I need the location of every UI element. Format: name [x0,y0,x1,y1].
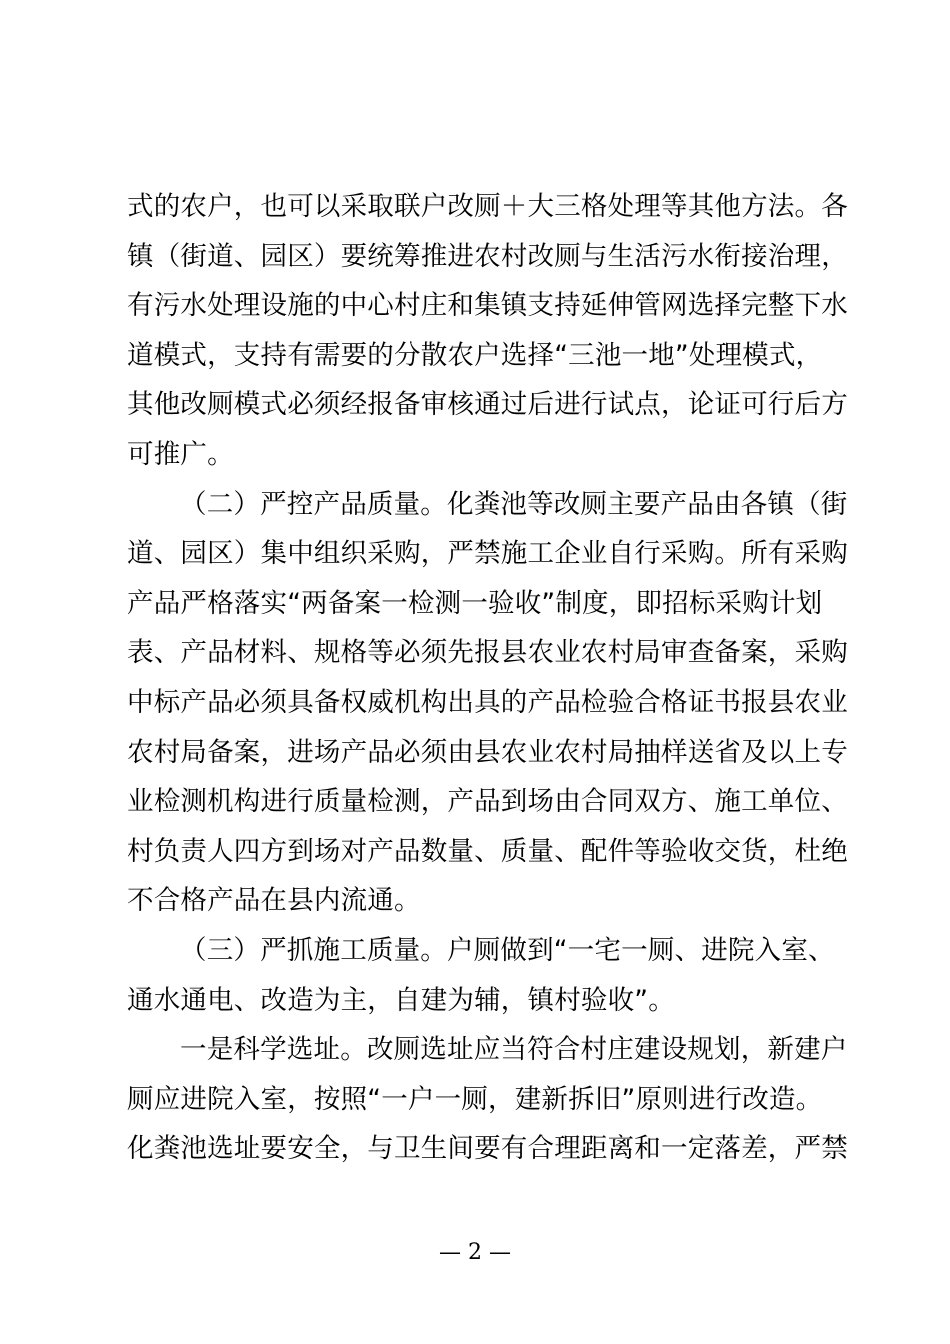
text-line: 道、园区）集中组织采购，严禁施工企业自行采购。所有采购 [127,538,848,570]
text-line: 不合格产品在县内流通。 [127,885,421,917]
text-line: 镇（街道、园区）要统筹推进农村改厕与生活污水衔接治理， [127,240,848,272]
text-line: 通水通电、改造为主，自建为辅，镇村验收”。 [127,984,675,1016]
text-line: 业检测机构进行质量检测，产品到场由合同双方、施工单位、 [127,786,848,818]
body-text [127,182,848,1174]
text-line: 可推广。 [127,438,234,470]
text-line: （三）严抓施工质量。户厕做到“一宅一厕、进院入室、 [180,934,835,966]
text-line: 村负责人四方到场对产品数量、质量、配件等验收交货，杜绝 [127,835,848,867]
text-line: 有污水处理设施的中心村庄和集镇支持延伸管网选择完整下水 [127,290,848,322]
text-line: 化粪池选址要安全，与卫生间要有合理距离和一定落差，严禁 [127,1133,848,1165]
text-line: 其他改厕模式必须经报备审核通过后进行试点，论证可行后方 [127,389,848,421]
page-number: — 2 — [439,1240,511,1265]
text-line: （二）严控产品质量。化粪池等改厕主要产品由各镇（街 [180,488,848,520]
text-line: 产品严格落实“两备案一检测一验收”制度，即招标采购计划 [127,587,823,619]
text-line: 厕应进院入室，按照“一户一厕，建新拆旧”原则进行改造。 [127,1083,823,1115]
text-line: 中标产品必须具备权威机构出具的产品检验合格证书报县农业 [127,686,848,718]
text-line: 农村局备案，进场产品必须由县农业农村局抽样送省及以上专 [127,736,848,768]
text-line: 一是科学选址。改厕选址应当符合村庄建设规划，新建户 [180,1034,848,1066]
text-line: 式的农户，也可以采取联户改厕＋大三格处理等其他方法。各 [127,191,848,222]
text-line: 道模式，支持有需要的分散农户选择“三池一地”处理模式， [127,339,823,371]
text-line: 表、产品材料、规格等必须先报县农业农村局审查备案，采购 [127,637,848,669]
